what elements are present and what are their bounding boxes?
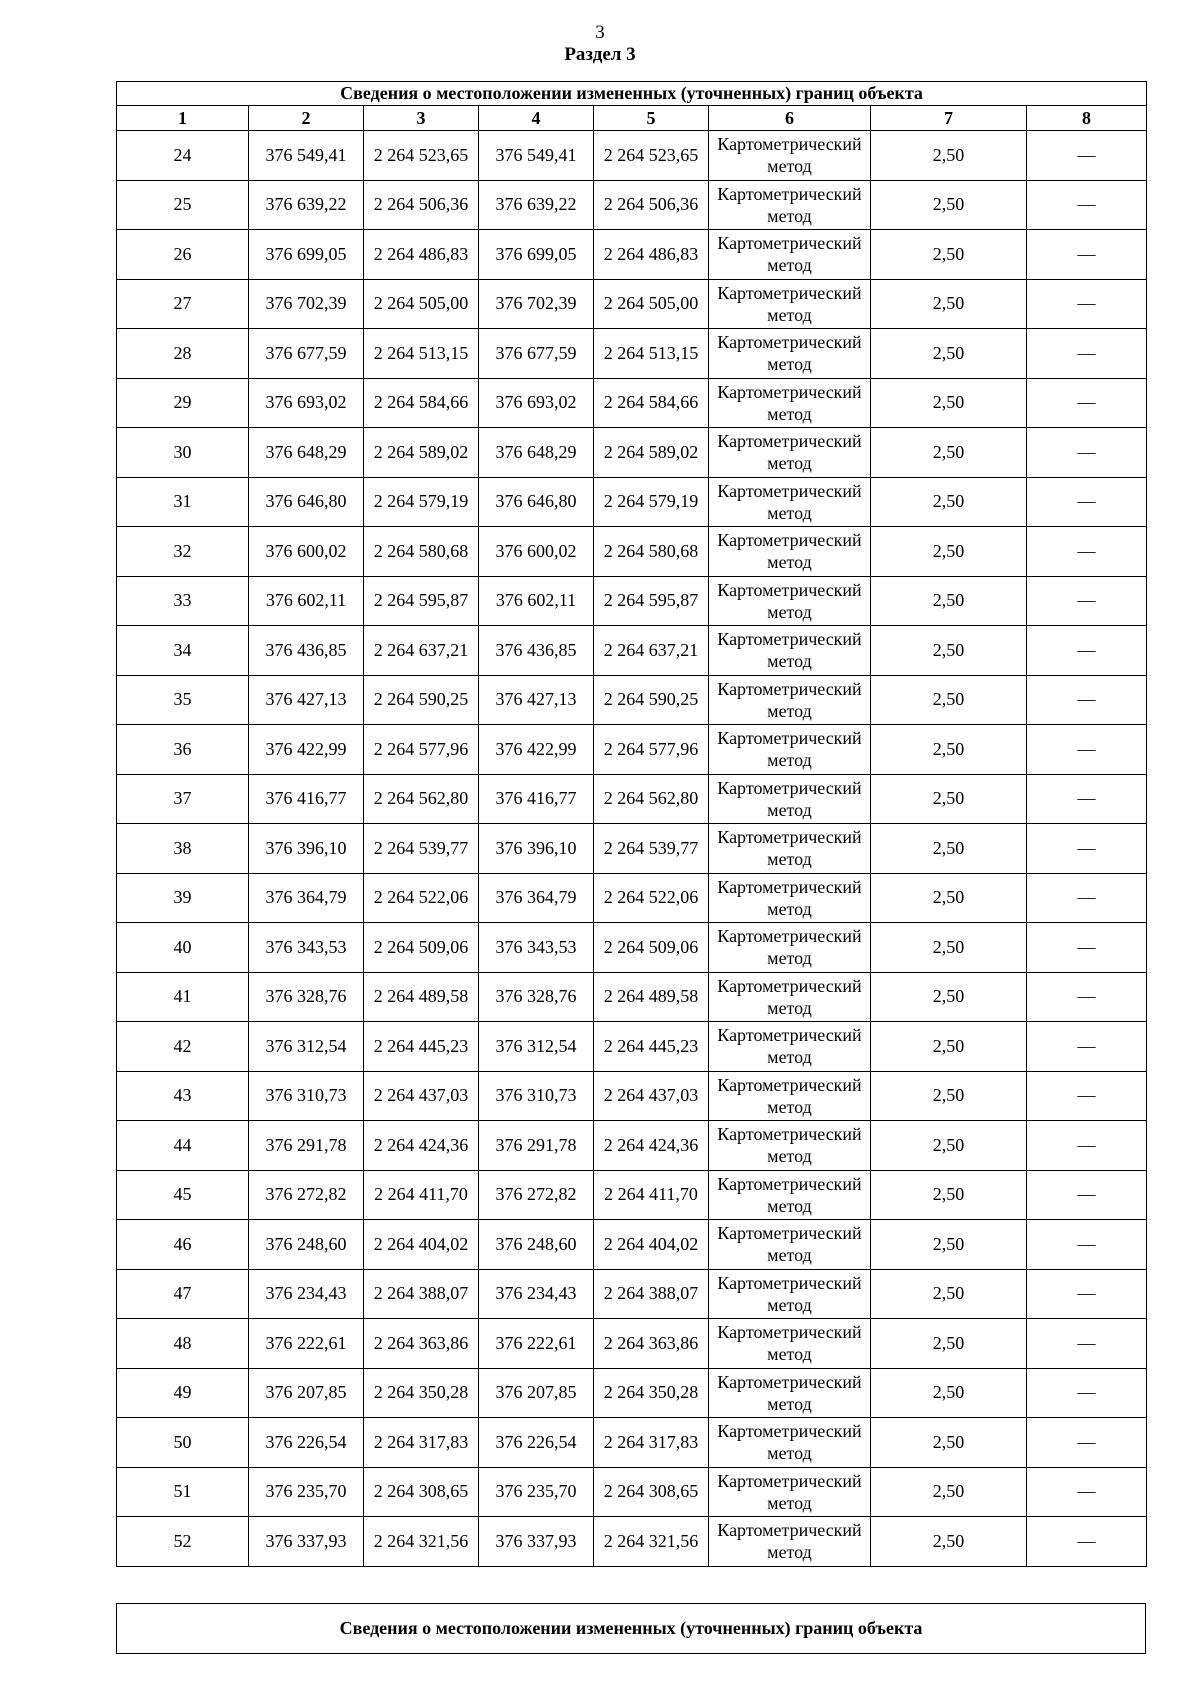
method-cell: Картометрический метод (709, 527, 871, 577)
method-cell: Картометрический метод (709, 378, 871, 428)
table-row (117, 725, 1147, 775)
y-coordinate-new-cell: 2 264 579,19 (594, 477, 709, 527)
method-cell: Картометрический метод (709, 477, 871, 527)
description-cell: — (1027, 824, 1147, 874)
y-coordinate-cell: 2 264 388,07 (364, 1269, 479, 1319)
y-coordinate-new-cell: 2 264 404,02 (594, 1220, 709, 1270)
description-cell: — (1027, 477, 1147, 527)
accuracy-cell: 2,50 (871, 378, 1027, 428)
y-coordinate-new-cell: 2 264 411,70 (594, 1170, 709, 1220)
x-coordinate-cell: 376 222,61 (249, 1319, 364, 1369)
description-cell: — (1027, 1071, 1147, 1121)
x-coordinate-cell: 376 312,54 (249, 1022, 364, 1072)
page-number: 3 (595, 22, 605, 43)
point-number-cell: 41 (117, 972, 249, 1022)
table-row (117, 279, 1147, 329)
x-coordinate-new-cell: 376 310,73 (479, 1071, 594, 1121)
accuracy-cell: 2,50 (871, 1071, 1027, 1121)
point-number-cell: 40 (117, 923, 249, 973)
accuracy-cell: 2,50 (871, 230, 1027, 280)
table-row (117, 1121, 1147, 1171)
table-row (117, 1517, 1147, 1567)
y-coordinate-new-cell: 2 264 580,68 (594, 527, 709, 577)
x-coordinate-new-cell: 376 602,11 (479, 576, 594, 626)
method-cell: Картометрический метод (709, 329, 871, 379)
x-coordinate-cell: 376 226,54 (249, 1418, 364, 1468)
x-coordinate-cell: 376 702,39 (249, 279, 364, 329)
table-row (117, 873, 1147, 923)
point-number-cell: 28 (117, 329, 249, 379)
accuracy-cell: 2,50 (871, 1368, 1027, 1418)
accuracy-cell: 2,50 (871, 675, 1027, 725)
x-coordinate-new-cell: 376 364,79 (479, 873, 594, 923)
column-number: 6 (709, 106, 871, 131)
x-coordinate-cell: 376 207,85 (249, 1368, 364, 1418)
y-coordinate-cell: 2 264 437,03 (364, 1071, 479, 1121)
point-number-cell: 52 (117, 1517, 249, 1567)
x-coordinate-cell: 376 396,10 (249, 824, 364, 874)
description-cell: — (1027, 576, 1147, 626)
description-cell: — (1027, 230, 1147, 280)
table-row (117, 180, 1147, 230)
table-caption-row (117, 82, 1147, 106)
description-cell: — (1027, 1022, 1147, 1072)
column-number: 5 (594, 106, 709, 131)
table-row (117, 329, 1147, 379)
point-number-cell: 50 (117, 1418, 249, 1468)
x-coordinate-new-cell: 376 291,78 (479, 1121, 594, 1171)
description-cell: — (1027, 180, 1147, 230)
y-coordinate-cell: 2 264 580,68 (364, 527, 479, 577)
accuracy-cell: 2,50 (871, 1022, 1027, 1072)
accuracy-cell: 2,50 (871, 329, 1027, 379)
table-caption-row (117, 1604, 1146, 1654)
point-number-cell: 26 (117, 230, 249, 280)
accuracy-cell: 2,50 (871, 428, 1027, 478)
point-number-cell: 45 (117, 1170, 249, 1220)
accuracy-cell: 2,50 (871, 527, 1027, 577)
method-cell: Картометрический метод (709, 180, 871, 230)
accuracy-cell: 2,50 (871, 774, 1027, 824)
accuracy-cell: 2,50 (871, 131, 1027, 181)
column-number: 1 (117, 106, 249, 131)
y-coordinate-new-cell: 2 264 595,87 (594, 576, 709, 626)
x-coordinate-new-cell: 376 328,76 (479, 972, 594, 1022)
method-cell: Картометрический метод (709, 131, 871, 181)
y-coordinate-cell: 2 264 411,70 (364, 1170, 479, 1220)
x-coordinate-cell: 376 693,02 (249, 378, 364, 428)
accuracy-cell: 2,50 (871, 923, 1027, 973)
point-number-cell: 35 (117, 675, 249, 725)
accuracy-cell: 2,50 (871, 1220, 1027, 1270)
method-cell: Картометрический метод (709, 873, 871, 923)
x-coordinate-cell: 376 648,29 (249, 428, 364, 478)
x-coordinate-new-cell: 376 702,39 (479, 279, 594, 329)
x-coordinate-cell: 376 235,70 (249, 1467, 364, 1517)
point-number-cell: 25 (117, 180, 249, 230)
x-coordinate-new-cell: 376 207,85 (479, 1368, 594, 1418)
point-number-cell: 43 (117, 1071, 249, 1121)
section-title: Раздел 3 (564, 44, 636, 65)
accuracy-cell: 2,50 (871, 1170, 1027, 1220)
method-cell: Картометрический метод (709, 774, 871, 824)
point-number-cell: 51 (117, 1467, 249, 1517)
description-cell: — (1027, 774, 1147, 824)
y-coordinate-new-cell: 2 264 445,23 (594, 1022, 709, 1072)
table-row (117, 1319, 1147, 1369)
x-coordinate-cell: 376 364,79 (249, 873, 364, 923)
method-cell: Картометрический метод (709, 1121, 871, 1171)
boundary-coordinates-table (116, 81, 1147, 1567)
method-cell: Картометрический метод (709, 1071, 871, 1121)
method-cell: Картометрический метод (709, 923, 871, 973)
x-coordinate-new-cell: 376 648,29 (479, 428, 594, 478)
x-coordinate-cell: 376 416,77 (249, 774, 364, 824)
y-coordinate-new-cell: 2 264 308,65 (594, 1467, 709, 1517)
y-coordinate-new-cell: 2 264 577,96 (594, 725, 709, 775)
y-coordinate-new-cell: 2 264 321,56 (594, 1517, 709, 1567)
x-coordinate-cell: 376 422,99 (249, 725, 364, 775)
point-number-cell: 31 (117, 477, 249, 527)
x-coordinate-new-cell: 376 222,61 (479, 1319, 594, 1369)
point-number-cell: 36 (117, 725, 249, 775)
description-cell: — (1027, 1170, 1147, 1220)
point-number-cell: 32 (117, 527, 249, 577)
point-number-cell: 29 (117, 378, 249, 428)
accuracy-cell: 2,50 (871, 1418, 1027, 1468)
y-coordinate-cell: 2 264 590,25 (364, 675, 479, 725)
y-coordinate-cell: 2 264 321,56 (364, 1517, 479, 1567)
table-row (117, 527, 1147, 577)
method-cell: Картометрический метод (709, 972, 871, 1022)
x-coordinate-cell: 376 337,93 (249, 1517, 364, 1567)
accuracy-cell: 2,50 (871, 1269, 1027, 1319)
point-number-cell: 38 (117, 824, 249, 874)
y-coordinate-new-cell: 2 264 584,66 (594, 378, 709, 428)
y-coordinate-cell: 2 264 595,87 (364, 576, 479, 626)
y-coordinate-new-cell: 2 264 388,07 (594, 1269, 709, 1319)
point-number-cell: 47 (117, 1269, 249, 1319)
description-cell: — (1027, 131, 1147, 181)
point-number-cell: 39 (117, 873, 249, 923)
y-coordinate-new-cell: 2 264 589,02 (594, 428, 709, 478)
x-coordinate-new-cell: 376 272,82 (479, 1170, 594, 1220)
accuracy-cell: 2,50 (871, 1121, 1027, 1171)
x-coordinate-cell: 376 602,11 (249, 576, 364, 626)
y-coordinate-new-cell: 2 264 505,00 (594, 279, 709, 329)
y-coordinate-cell: 2 264 505,00 (364, 279, 479, 329)
y-coordinate-new-cell: 2 264 539,77 (594, 824, 709, 874)
y-coordinate-new-cell: 2 264 424,36 (594, 1121, 709, 1171)
table-row (117, 1071, 1147, 1121)
x-coordinate-new-cell: 376 312,54 (479, 1022, 594, 1072)
description-cell: — (1027, 626, 1147, 676)
description-cell: — (1027, 527, 1147, 577)
y-coordinate-cell: 2 264 308,65 (364, 1467, 479, 1517)
y-coordinate-cell: 2 264 445,23 (364, 1022, 479, 1072)
method-cell: Картометрический метод (709, 1170, 871, 1220)
table-caption: Сведения о местоположении измененных (уточненных) границ объекта (117, 82, 1147, 106)
y-coordinate-cell: 2 264 506,36 (364, 180, 479, 230)
accuracy-cell: 2,50 (871, 824, 1027, 874)
column-number: 3 (364, 106, 479, 131)
column-number: 7 (871, 106, 1027, 131)
table-row (117, 1418, 1147, 1468)
point-number-cell: 30 (117, 428, 249, 478)
y-coordinate-cell: 2 264 486,83 (364, 230, 479, 280)
table-row (117, 576, 1147, 626)
x-coordinate-cell: 376 291,78 (249, 1121, 364, 1171)
table-row (117, 972, 1147, 1022)
table-row (117, 428, 1147, 478)
accuracy-cell: 2,50 (871, 477, 1027, 527)
y-coordinate-new-cell: 2 264 562,80 (594, 774, 709, 824)
description-cell: — (1027, 1418, 1147, 1468)
x-coordinate-new-cell: 376 416,77 (479, 774, 594, 824)
x-coordinate-new-cell: 376 677,59 (479, 329, 594, 379)
table-row (117, 230, 1147, 280)
y-coordinate-cell: 2 264 509,06 (364, 923, 479, 973)
point-number-cell: 27 (117, 279, 249, 329)
y-coordinate-cell: 2 264 523,65 (364, 131, 479, 181)
description-cell: — (1027, 1517, 1147, 1567)
y-coordinate-new-cell: 2 264 489,58 (594, 972, 709, 1022)
table-row (117, 1170, 1147, 1220)
y-coordinate-new-cell: 2 264 363,86 (594, 1319, 709, 1369)
x-coordinate-cell: 376 436,85 (249, 626, 364, 676)
x-coordinate-new-cell: 376 226,54 (479, 1418, 594, 1468)
table-row (117, 1220, 1147, 1270)
point-number-cell: 44 (117, 1121, 249, 1171)
x-coordinate-new-cell: 376 600,02 (479, 527, 594, 577)
y-coordinate-cell: 2 264 489,58 (364, 972, 479, 1022)
method-cell: Картометрический метод (709, 279, 871, 329)
x-coordinate-new-cell: 376 436,85 (479, 626, 594, 676)
column-number: 4 (479, 106, 594, 131)
y-coordinate-cell: 2 264 404,02 (364, 1220, 479, 1270)
y-coordinate-new-cell: 2 264 590,25 (594, 675, 709, 725)
y-coordinate-cell: 2 264 424,36 (364, 1121, 479, 1171)
table-row (117, 1368, 1147, 1418)
x-coordinate-new-cell: 376 396,10 (479, 824, 594, 874)
table-row (117, 824, 1147, 874)
accuracy-cell: 2,50 (871, 1467, 1027, 1517)
method-cell: Картометрический метод (709, 675, 871, 725)
description-cell: — (1027, 428, 1147, 478)
x-coordinate-cell: 376 234,43 (249, 1269, 364, 1319)
accuracy-cell: 2,50 (871, 972, 1027, 1022)
y-coordinate-cell: 2 264 513,15 (364, 329, 479, 379)
y-coordinate-new-cell: 2 264 509,06 (594, 923, 709, 973)
x-coordinate-new-cell: 376 693,02 (479, 378, 594, 428)
x-coordinate-cell: 376 310,73 (249, 1071, 364, 1121)
description-cell: — (1027, 1269, 1147, 1319)
description-cell: — (1027, 1467, 1147, 1517)
accuracy-cell: 2,50 (871, 576, 1027, 626)
accuracy-cell: 2,50 (871, 279, 1027, 329)
x-coordinate-new-cell: 376 427,13 (479, 675, 594, 725)
y-coordinate-cell: 2 264 589,02 (364, 428, 479, 478)
y-coordinate-new-cell: 2 264 513,15 (594, 329, 709, 379)
y-coordinate-new-cell: 2 264 522,06 (594, 873, 709, 923)
method-cell: Картометрический метод (709, 824, 871, 874)
description-cell: — (1027, 378, 1147, 428)
y-coordinate-new-cell: 2 264 486,83 (594, 230, 709, 280)
point-number-cell: 49 (117, 1368, 249, 1418)
accuracy-cell: 2,50 (871, 725, 1027, 775)
description-cell: — (1027, 1368, 1147, 1418)
x-coordinate-cell: 376 646,80 (249, 477, 364, 527)
y-coordinate-new-cell: 2 264 637,21 (594, 626, 709, 676)
point-number-cell: 34 (117, 626, 249, 676)
x-coordinate-new-cell: 376 337,93 (479, 1517, 594, 1567)
accuracy-cell: 2,50 (871, 1319, 1027, 1369)
y-coordinate-cell: 2 264 350,28 (364, 1368, 479, 1418)
x-coordinate-cell: 376 677,59 (249, 329, 364, 379)
y-coordinate-cell: 2 264 363,86 (364, 1319, 479, 1369)
description-cell: — (1027, 279, 1147, 329)
column-number: 8 (1027, 106, 1147, 131)
x-coordinate-cell: 376 248,60 (249, 1220, 364, 1270)
x-coordinate-new-cell: 376 343,53 (479, 923, 594, 973)
x-coordinate-cell: 376 549,41 (249, 131, 364, 181)
table-row (117, 923, 1147, 973)
y-coordinate-cell: 2 264 522,06 (364, 873, 479, 923)
y-coordinate-cell: 2 264 579,19 (364, 477, 479, 527)
y-coordinate-cell: 2 264 584,66 (364, 378, 479, 428)
method-cell: Картометрический метод (709, 1467, 871, 1517)
method-cell: Картометрический метод (709, 576, 871, 626)
method-cell: Картометрический метод (709, 428, 871, 478)
y-coordinate-cell: 2 264 577,96 (364, 725, 479, 775)
table-row (117, 477, 1147, 527)
method-cell: Картометрический метод (709, 626, 871, 676)
accuracy-cell: 2,50 (871, 1517, 1027, 1567)
method-cell: Картометрический метод (709, 230, 871, 280)
y-coordinate-cell: 2 264 539,77 (364, 824, 479, 874)
table-row (117, 378, 1147, 428)
method-cell: Картометрический метод (709, 1368, 871, 1418)
table-body (117, 131, 1147, 1567)
point-number-cell: 42 (117, 1022, 249, 1072)
y-coordinate-cell: 2 264 317,83 (364, 1418, 479, 1468)
point-number-cell: 37 (117, 774, 249, 824)
method-cell: Картометрический метод (709, 1220, 871, 1270)
table-row (117, 1022, 1147, 1072)
description-cell: — (1027, 725, 1147, 775)
x-coordinate-new-cell: 376 639,22 (479, 180, 594, 230)
x-coordinate-new-cell: 376 235,70 (479, 1467, 594, 1517)
description-cell: — (1027, 1220, 1147, 1270)
column-number: 2 (249, 106, 364, 131)
y-coordinate-new-cell: 2 264 523,65 (594, 131, 709, 181)
x-coordinate-cell: 376 639,22 (249, 180, 364, 230)
accuracy-cell: 2,50 (871, 626, 1027, 676)
x-coordinate-new-cell: 376 699,05 (479, 230, 594, 280)
y-coordinate-new-cell: 2 264 317,83 (594, 1418, 709, 1468)
description-cell: — (1027, 873, 1147, 923)
y-coordinate-new-cell: 2 264 506,36 (594, 180, 709, 230)
table-row (117, 1269, 1147, 1319)
description-cell: — (1027, 675, 1147, 725)
method-cell: Картометрический метод (709, 1418, 871, 1468)
table-row (117, 675, 1147, 725)
method-cell: Картометрический метод (709, 1319, 871, 1369)
description-cell: — (1027, 1319, 1147, 1369)
x-coordinate-new-cell: 376 422,99 (479, 725, 594, 775)
y-coordinate-new-cell: 2 264 350,28 (594, 1368, 709, 1418)
y-coordinate-cell: 2 264 637,21 (364, 626, 479, 676)
column-number-row (117, 106, 1147, 131)
y-coordinate-new-cell: 2 264 437,03 (594, 1071, 709, 1121)
x-coordinate-cell: 376 427,13 (249, 675, 364, 725)
x-coordinate-new-cell: 376 549,41 (479, 131, 594, 181)
description-cell: — (1027, 329, 1147, 379)
x-coordinate-new-cell: 376 234,43 (479, 1269, 594, 1319)
description-cell: — (1027, 972, 1147, 1022)
point-number-cell: 24 (117, 131, 249, 181)
method-cell: Картометрический метод (709, 1517, 871, 1567)
description-cell: — (1027, 1121, 1147, 1171)
method-cell: Картометрический метод (709, 1269, 871, 1319)
x-coordinate-cell: 376 600,02 (249, 527, 364, 577)
x-coordinate-new-cell: 376 248,60 (479, 1220, 594, 1270)
x-coordinate-cell: 376 328,76 (249, 972, 364, 1022)
table-row (117, 1467, 1147, 1517)
x-coordinate-cell: 376 343,53 (249, 923, 364, 973)
continuation-table (116, 1603, 1146, 1654)
point-number-cell: 33 (117, 576, 249, 626)
point-number-cell: 48 (117, 1319, 249, 1369)
table-row (117, 774, 1147, 824)
table-row (117, 626, 1147, 676)
point-number-cell: 46 (117, 1220, 249, 1270)
x-coordinate-cell: 376 699,05 (249, 230, 364, 280)
method-cell: Картометрический метод (709, 1022, 871, 1072)
accuracy-cell: 2,50 (871, 873, 1027, 923)
description-cell: — (1027, 923, 1147, 973)
table-caption: Сведения о местоположении измененных (уточненных) границ объекта (117, 1604, 1146, 1654)
x-coordinate-cell: 376 272,82 (249, 1170, 364, 1220)
y-coordinate-cell: 2 264 562,80 (364, 774, 479, 824)
x-coordinate-new-cell: 376 646,80 (479, 477, 594, 527)
accuracy-cell: 2,50 (871, 180, 1027, 230)
table-row (117, 131, 1147, 181)
method-cell: Картометрический метод (709, 725, 871, 775)
